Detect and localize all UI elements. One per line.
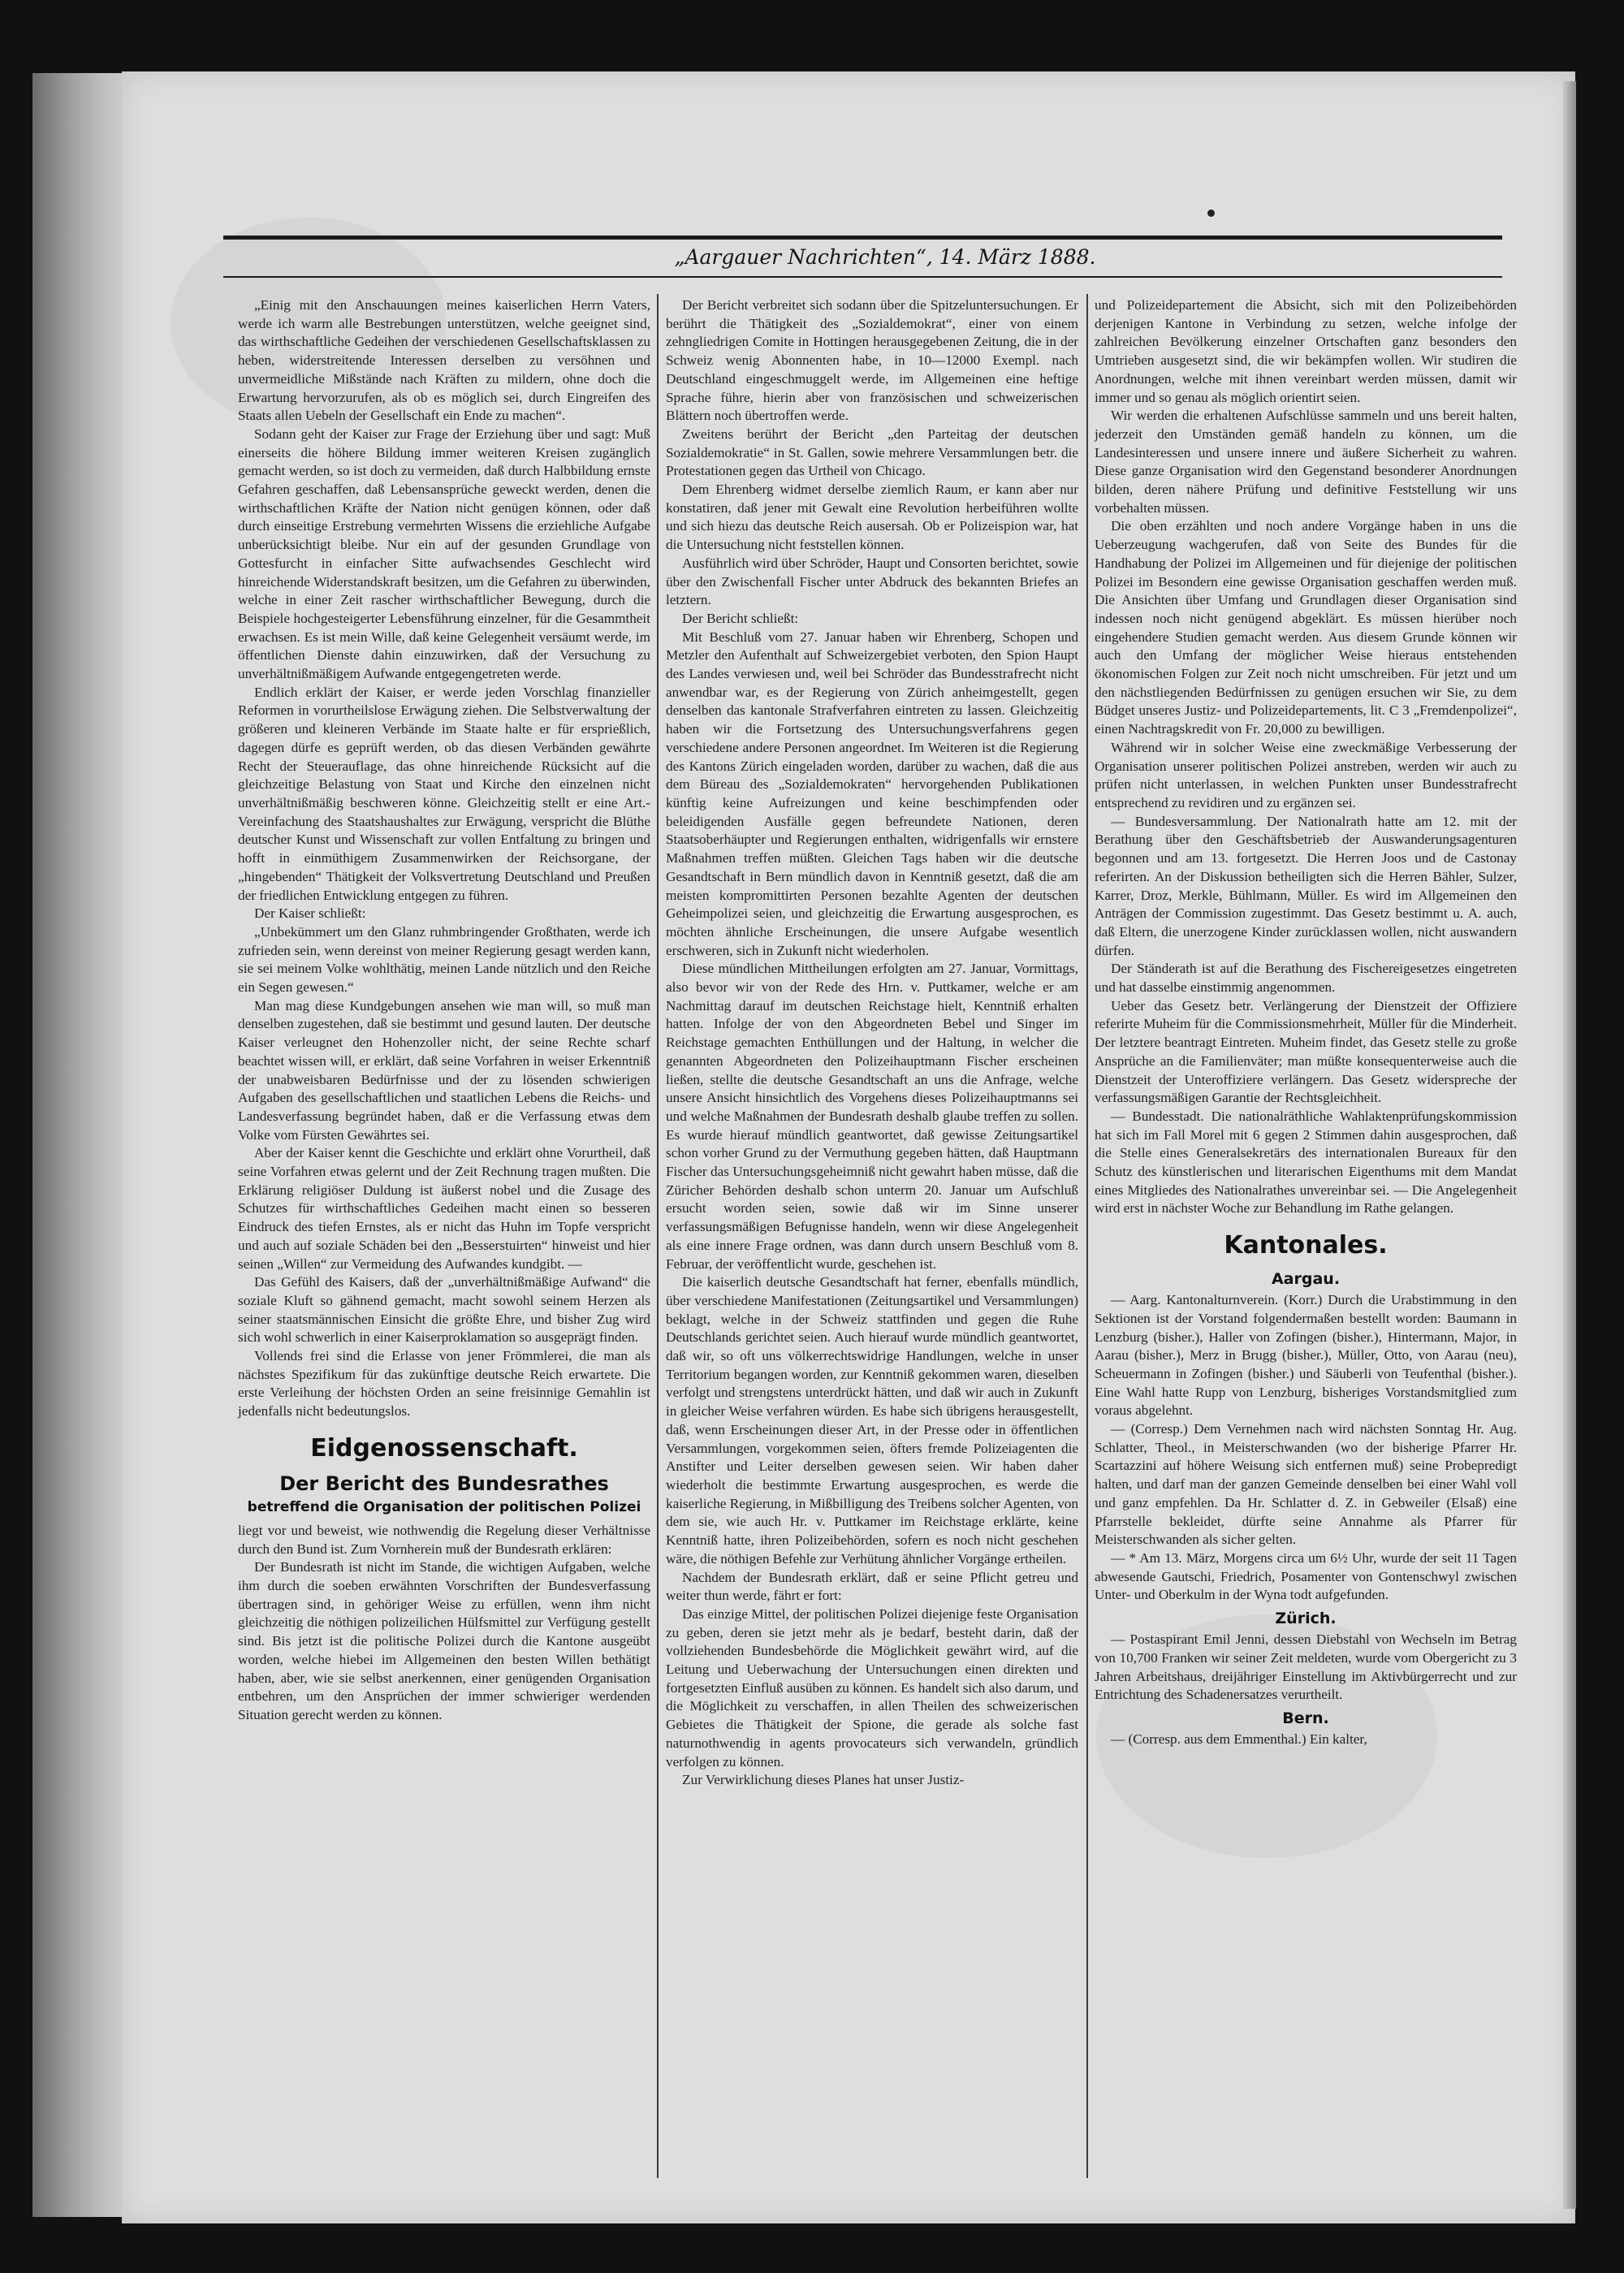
paragraph: — * Am 13. März, Morgens circa um 6½ Uhr, wurde der seit 11 Tagen abwesende Gautschi, Friedrich, Posamenter von Gontenschwyl zwischen Unter- und Oberkulm in der Wyna todt aufgefunden. xyxy=(1095,1550,1517,1603)
paragraph: Ueber das Gesetz betr. Verlängerung der Dienstzeit der Offiziere referirte Muheim für die Commissionsmehrheit, Müller für die Minderheit. Der letztere beantragt Eintreten. Muheim findet, das Gesetz stelle zu große Ansprüche an die Familienväter; man müßte konsequenterweise auch die Dienstzeit der Unteroffiziere verlängern. Das Gesetz widerspreche der verfassungsmäßigen Garantie der Rechtsgleichheit. xyxy=(1095,997,1517,1106)
paragraph: — Postaspirant Emil Jenni, dessen Diebstahl von Wechseln im Betrag von 10,700 Franken wir seiner Zeit meldeten, wurde vom Obergericht zu 3 Jahren Arbeitshaus, dreijähriger Einstellung im Aktivbürgerrecht und zur Entrichtung des Schadenersatzes verurtheilt. xyxy=(1095,1631,1517,1703)
paragraph: Dem Ehrenberg widmet derselbe ziemlich Raum, er kann aber nur konstatiren, daß jener mit Gewalt eine Revolution herbeiführen wollte und sich hiezu das deutsche Reich ausersah. Ob er Polizeispion war, hat die Untersuchung nicht feststellen können. xyxy=(666,482,1078,553)
paragraph: Nachdem der Bundesrath erklärt, daß er seine Pflicht getreu und weiter thun werde, fährt er fort: xyxy=(666,1569,1078,1604)
paragraph: — Bundesversammlung. Der Nationalrath hatte am 12. mit der Berathung über den Geschäftsbetrieb der Auswanderungsagenturen begonnen und am 13. fortgesetzt. Die Herren Joos und de Castonay referirten. An der Diskussion betheiligten sich die Herren Bähler, Sulzer, Karrer, Droz, Merkle, Bühlmann, Müller. Es wird im Allgemeinen den Anträgen der Commission zugestimmt. Das Gesetz bestimmt u. A. auch, daß Eltern, die unerzogene Kinder zurücklassen wollen, nicht auswandern dürfen. xyxy=(1095,813,1517,958)
header-rule-top xyxy=(223,236,1502,240)
paragraph: — (Corresp.) Dem Vernehmen nach wird nächsten Sonntag Hr. Aug. Schlatter, Theol., in Meisterschwanden (wo der bisherige Pfarrer Hr. Scartazzini auf höhere Weisung sich entfernen muß) seine Probepredigt halten, und darf man der ganzen Gemeinde denselben bei einer Wahl voll und ganz empfehlen. Da Hr. Schlatter d. Z. in Gebweiler (Elsaß) eine Pfarrstelle bekleidet, dürfte seine Annahme als Pfarrer für Meisterschwanden als sicher gelten. xyxy=(1095,1421,1517,1548)
paragraph: Der Bundesrath ist nicht im Stande, die wichtigen Aufgaben, welche ihm durch die soeben erwähnten Vorschriften der Bundesverfassung übertragen sind, in gehöriger Weise zu erfüllen, wenn ihm nicht gleichzeitig die nöthigen polizeilichen Hülfsmittel zur Verfügung gestellt sind. Bis jetzt ist die politische Polizei durch die Kantone ausgeübt worden, welche hiebei im Allgemeinen den besten Willen bethätigt haben, aber, wie sie selbst anerkennen, einer genügenden Organisation entbehren, um den Ansprüchen der immer schwieriger werdenden Situation gerecht werden zu können. xyxy=(238,1559,650,1722)
paragraph: Man mag diese Kundgebungen ansehen wie man will, so muß man denselben zugestehen, daß sie bestimmt und gesund lauten. Der deutsche Kaiser verleugnet den Hohenzoller nicht, der seine Rechte scharf beachtet wissen will, er erklärt, daß seine Vorfahren in weiser Erkenntniß der unabweisbaren Bedürfnisse und der zu lösenden schwierigen Aufgaben des gesellschaftlichen und staatlichen Lebens die Reichs- und Landesverfassung begründet haben, daß er die Verfassung etwas dem Volke vom Fürsten Gewährtes sei. xyxy=(238,997,650,1143)
masthead-title: „Aargauer Nachrichten“, 14. März 1888. xyxy=(674,245,1096,269)
paragraph: „Einig mit den Anschauungen meines kaiserlichen Herrn Vaters, werde ich warm alle Bestrebungen unterstützen, welche geeignet sind, das wirthschaftliche Gedeihen der verschiedenen Gesellschaftsklassen zu heben, widerstreitende Interessen derselben zu versöhnen und unvermeidliche Mißstände nach Kräften zu mildern, ohne doch die Erwartung hervorzurufen, als ob es möglich sei, durch Eingreifen des Staats allen Uebeln der Gesellschaft ein Ende zu machen“. xyxy=(238,297,650,424)
paragraph: Während wir in solcher Weise eine zweckmäßige Verbesserung der Organisation unserer politischen Polizei anstreben, werden wir auch zu prüfen nicht unterlassen, in welchen Punkten unser Bundesstrafrecht entsprechend zu revidiren und zu ergänzen sei. xyxy=(1095,739,1517,810)
paragraph: Der Ständerath ist auf die Berathung des Fischereigesetzes eingetreten und hat dasselbe einstimmig angenommen. xyxy=(1095,961,1517,996)
paragraph: Der Bericht verbreitet sich sodann über die Spitzeluntersuchungen. Er berührt die Thätigkeit des „Sozialdemokrat“, einer von einem zehngliedrigen Comite in Hottingen herausgegebenen Zeitung, die in der Schweiz wenig Abonnenten habe, in 10—12000 Exempl. nach Deutschland eingeschmuggelt werde, im Allgemeinen eine heftige Sprache führe, hierin aber von französischen und schweizerischen Blättern noch übertroffen werde. xyxy=(666,297,1078,424)
column-3 xyxy=(1095,296,1517,1749)
paragraph: „Unbekümmert um den Glanz ruhmbringender Großthaten, werde ich zufrieden sein, wenn dereinst von meiner Regierung gesagt werden kann, sie sei meinem Volke wohlthätig, meinen Lande nützlich und den Reiche ein Segen gewesen.“ xyxy=(238,923,650,996)
paragraph: Der Kaiser schließt: xyxy=(254,905,366,922)
paragraph: Aber der Kaiser kennt die Geschichte und erklärt ohne Vorurtheil, daß seine Vorfahren etwas gelernt und der Zeit Rechnung tragen mußten. Die Erklärung religiöser Duldung ist äußerst nobel und die Zusage des Schutzes für wirthschaftliches Gedeihen macht einen so besseren Eindruck des tiefen Ernstes, als er nicht das Huhn im Topfe verspricht und auch auf soziale Schäden bei den „Besserstuirten“ hinweist und hier seinen „Willen“ zur Vermeidung des Aufwandes kundgibt. — xyxy=(238,1145,650,1272)
paragraph: Endlich erklärt der Kaiser, er werde jeden Vorschlag finanzieller Reformen in vorurtheilslose Erwägung ziehen. Die Selbstverwaltung der größeren und kleineren Verbände im Staate halte er für ersprießlich, dagegen dürfe es geprüft werden, ob das diesen Verbänden gewährte Recht der Steuerauflage, das ohne hinreichende Rücksicht auf die gleichzeitige Belastung von Staat und Kirche den einzelnen nicht unverhältnißmäßig beschweren könne. Gleichzeitig stellt er eine Art.-Vereinfachung des Staatshaushaltes zur Erwägung, verspricht die Blüthe deutscher Kunst und Wissenschaft zur vollen Entfaltung zu bringen und hofft in einmüthigem Zusammenwirken der Reichsorgane, der „hingebenden“ Thätigkeit der Volksvertretung Deutschland und Preußen der friedlichen Entwicklung entgegen zu führen. xyxy=(238,684,650,903)
subheading-zuerich: Zürich. xyxy=(1275,1610,1337,1628)
paragraph: Das einzige Mittel, der politischen Polizei diejenige feste Organisation zu geben, deren sie jetzt mehr als je bedarf, besteht darin, daß der vollziehenden Bundesbehörde die Möglichkeit gewährt wird, auf die Leitung und Ueberwachung der Untersuchungen einen direkten und fortgesetzten Einfluß ausüben zu können. Es handelt sich also darum, und die Möglichkeit zu verschaffen, in allen Theilen des schweizerischen Gebietes die Thätigkeit der Spione, die gerade als solche fast naturnothwendig in agents provocateurs sich verwandeln, gründlich verfolgen zu können. xyxy=(666,1605,1078,1770)
paragraph: Vollends frei sind die Erlasse von jener Frömmlerei, die man als nächstes Spezifikum für das zukünftige deutsche Reich erwartete. Die erste Verleihung der höchsten Orden an seine freisinnige Gemahlin ist jedenfalls nicht bedeutungslos. xyxy=(238,1348,650,1420)
paragraph: liegt vor und beweist, wie nothwendig die Regelung dieser Verhältnisse durch den Bund ist. Zum Vornherein muß der Bundesrath erklären: xyxy=(238,1522,650,1557)
paragraph: — Aarg. Kantonalturnverein. (Korr.) Durch die Urabstimmung in den Sektionen ist der Vorstand folgendermaßen bestellt worden: Baumann in Lenzburg (bisher.), Haller von Zofingen (bisher.), Hintermann, Major, in Aarau (bisher.), Merz in Brugg (bisher.), Müller, Otto, von Aarau (neu), Scheuermann in Zofingen (bisher.) und Säuberli von Teufenthal (bisher.). Eine Wahl hatte Rupp von Lenzburg, bisheriges Vorstandsmitglied zum voraus abgelehnt. xyxy=(1095,1292,1517,1419)
paragraph: Ausführlich wird über Schröder, Haupt und Consorten berichtet, sowie über den Zwischenfall Fischer unter Abdruck des bekannten Briefes an letztern. xyxy=(666,555,1078,608)
paragraph: Zur Verwirklichung dieses Planes hat unser Justiz- xyxy=(682,1772,965,1788)
section-heading-kantonales: Kantonales. xyxy=(1224,1231,1388,1260)
paragraph: — Bundesstadt. Die nationalräthliche Wahlaktenprüfungskommission hat sich im Fall Morel mit 6 gegen 2 Stimmen dahin ausgesprochen, daß die Stelle eines Generalsekretärs des internationalen Bureaux für den Schutz des künstlerischen und literarischen Eigenthums mit dem Mandat eines Mitgliedes des Nationalrathes unvereinbar sei. — Die Angelegenheit wird erst in nächster Woche zur Behandlung im Rathe gelangen. xyxy=(1095,1108,1517,1216)
paragraph: Diese mündlichen Mittheilungen erfolgten am 27. Januar, Vormittags, also bevor wir von der Rede des Hrn. v. Puttkamer, welche er am Nachmittag darauf im deutschen Reichstage hielt, Kenntniß erhalten hatten. Infolge der von den Abgeordneten Bebel und Singer im Reichstage gemachten Enthüllungen und der Haltung, in welcher die genannten Abgeordneten den Polizeihauptmann Fischer erscheinen ließen, stellte die deutsche Gesandtschaft an uns die Anfrage, welche unsere Ansicht hinsichtlich des Vorgehens dieses Polizeihauptmanns sei und welche Maßnahmen der Bundesrath deshalb glaube treffen zu sollen. Es wurde hierauf mündlich geantwortet, daß gewisse Zeitungsartikel schon vorher Grund zu der Vermuthung gegeben hätten, daß Hauptmann Fischer das Untersuchungsgeheimniß nicht gewahrt haben müsse, daß die Züricher Behörden deshalb schon unterm 20. Januar um Aufschluß ersucht worden seien, sowie daß wir im Sinne unserer verfassungsmäßigen Befugnisse handeln, wenn wir diese Angelegenheit als eine innere Frage ordnen, was dann durch unsern Beschluß vom 8. Februar, der veröffentlicht wurde, geschehen ist. xyxy=(666,961,1078,1272)
paragraph: — (Corresp. aus dem Emmenthal.) Ein kalter, xyxy=(1111,1731,1367,1747)
paragraph: Mit Beschluß vom 27. Januar haben wir Ehrenberg, Schopen und Metzler den Aufenthalt auf Schweizergebiet verboten, den Spion Haupt des Landes verwiesen und, weil bei Schröder das Bundesstrafrecht nicht anwendbar war, es der Regierung von Zürich anheimgestellt, gegen denselben das kantonale Strafverfahren eintreten zu lassen. Gleichzeitig haben wir die Fortsetzung des Untersuchungsverfahrens gegen verschiedene andere Personen angeordnet. Im Weiteren ist die Regierung des Kantons Zürich eingeladen worden, darüber zu wachen, daß die aus dem Büreau des „Sozialdemokraten“ hervorgehenden Publikationen künftig keine Aufreizungen und keine beschimpfenden oder beleidigenden Ausfälle gegen befreundete Nationen, deren Staatsoberhäupter und Regierungen enthalten, widrigenfalls wir ernstere Maßnahmen treffen müßten. Gleichen Tags haben wir die deutsche Gesandtschaft in Bern mündlich davon in Kenntniß gesetzt, daß die am meisten kompromittirten Personen bezahlte Agenten der deutschen Geheimpolizei seien, und gleichzeitig die Erwartung ausgesprochen, es möchten ähnliche Erscheinungen, die unsere Aufgabe wesentlich erschweren, sich in Zukunft nicht wiederholen. xyxy=(666,629,1078,958)
subheading-aargau: Aargau. xyxy=(1271,1270,1341,1289)
header-rule-bottom xyxy=(223,276,1502,278)
column-1 xyxy=(238,296,650,1725)
paragraph: Der Bericht schließt: xyxy=(682,610,799,626)
column-divider xyxy=(1086,294,1088,2178)
paragraph: Zweitens berührt der Bericht „den Parteitag der deutschen Sozialdemokratie“ in St. Gallen, sowie mehrere Versammlungen betr. die Protestationen gegen das Urtheil von Chicago. xyxy=(666,426,1078,479)
paragraph: Wir werden die erhaltenen Aufschlüsse sammeln und uns bereit halten, jederzeit den Umständen gemäß handeln zu können, um die Landesinteressen und unsere innere und äußere Sicherheit zu wahren. Diese ganze Organisation wird den Gegenstand besonderer Anordnungen bilden, deren nähere Prüfung und definitive Feststellung wir uns vorbehalten müssen. xyxy=(1095,408,1517,516)
book-binding-edge xyxy=(32,73,130,2217)
paragraph: Die oben erzählten und noch andere Vorgänge haben in uns die Ueberzeugung wachgerufen, daß von Seite des Bundes für die Handhabung der Polizei im Allgemeinen und für diejenige der politischen Polizei im Besondern eine gewisse Organisation geschaffen werden muß. Die Ansichten über Umfang und Grundlagen dieser Organisation sind indessen noch nicht genügend abgeklärt. Es müssen hierüber noch eingehendere Studien gemacht werden. Aus diesem Grunde können wir auch den Umfang der möglicher Weise hieraus entstehenden ökonomischen Folgen zur Zeit noch nicht umschreiben. Für jetzt und um den nächstliegenden Bedürfnissen zu genügen ersuchen wir Sie, zu dem Büdget unseres Justiz- und Polizeidepartements, lit. C 3 „Fremdenpolizei“, einen Nachtragskredit von Fr. 20,000 zu bewilligen. xyxy=(1095,518,1517,737)
paragraph: Das Gefühl des Kaisers, daß der „unverhältnißmäßige Aufwand“ die soziale Kluft so gähnend gemacht, macht sowohl seinem Herzen als seiner staatsmännischen Einsicht die größte Ehre, und bisher Zug wird sich wohl schwerlich in einer Kaiserproklamation so ausgeprägt finden. xyxy=(238,1274,650,1346)
column-2 xyxy=(666,296,1078,1790)
subheading-bern: Bern. xyxy=(1282,1709,1329,1727)
page-edge xyxy=(1563,81,1576,2209)
paragraph: Sodann geht der Kaiser zur Frage der Erziehung über und sagt: Muß einerseits die höhere Bildung immer weiteren Kreisen zugänglich gemacht werden, so ist doch zu vermeiden, daß durch Halbbildung ernste Gefahren geschaffen, daß Lebensansprüche geweckt werden, denen die wirthschaftlichen Kräfte der Nation nicht genügen können, oder daß durch einseitige Erstrebung vermehrten Wissens die erziehliche Aufgabe unberücksichtigt bleibe. Nur ein auf der gesunden Grundlage von Gottesfurcht in einfacher Sitte aufwachsendes Geschlecht wird hinreichende Widerstandskraft besitzen, um die Gefahren zu überwinden, welche in einer Zeit rascher wirthschaftlicher Bewegung, durch die Beispiele hochgesteigerter Lebensführung einzelner, für die Gesammtheit erwachsen. Es ist mein Wille, daß keine Gelegenheit versäumt werde, im öffentlichen Dienste dahin einzuwirken, daß der Versuchung zu unverhältnißmäßigem Aufwande entgegengetreten werde. xyxy=(238,426,650,682)
ink-dot xyxy=(1207,210,1215,217)
section-heading: Eidgenossenschaft. xyxy=(310,1433,578,1463)
column-divider xyxy=(657,294,659,2178)
article-heading: Der Bericht des Bundesrathes xyxy=(279,1471,609,1495)
paragraph: und Polizeidepartement die Absicht, sich mit den Polizeibehörden derjenigen Kantone in Verbindung zu setzen, welche infolge der zahlreichen Bevölkerung einzelner Ortschaften ganz besonders den Umtrieben ausgesetzt sind, die wir bekämpfen wollen. Wir studiren die Anordnungen, welche mit ihnen vereinbart werden müssen, damit wir immer und so genau als möglich orientirt seien. xyxy=(1095,297,1517,405)
article-subheading: betreffend die Organisation der politischen Polizei xyxy=(247,1498,641,1515)
paragraph: Die kaiserlich deutsche Gesandtschaft hat ferner, ebenfalls mündlich, über verschiedene Manifestationen (Zeitungsartikel und Versammlungen) beklagt, welche in der Schweiz stattfinden und gegen die Ruhe Deutschlands gerichtet seien. Auch hierauf wurde mündlich geantwortet, daß wir, so oft uns völkerrechtswidrige Handlungen, welche in unser Territorium begangen worden, zur Kenntniß gekommen waren, dieselben verfolgt und strengstens unterdrückt hätten, und daß wir auch in Zukunft in gleicher Weise verfahren würden. Es habe sich übrigens herausgestellt, daß, wenn Erscheinungen dieser Art, in der Presse oder in öffentlichen Versammlungen, vorgekommen seien, öfters fremde Polizeiagenten die Anstifter und Leiter derselben gewesen seien. Wir haben daher wiederholt die bestimmte Erwartung ausgesprochen, es werde die kaiserliche Regierung, in Mißbilligung des Treibens solcher Agenten, von dem sie, wie auch Hr. v. Puttkamer im Reichstage erklärte, keine Kenntniß hatte, ihren Polizeibehörden, sofern es noch nicht geschehen wäre, die nöthigen Befehle zur Verhütung ähnlicher Vorgänge ertheilen. xyxy=(666,1274,1078,1566)
